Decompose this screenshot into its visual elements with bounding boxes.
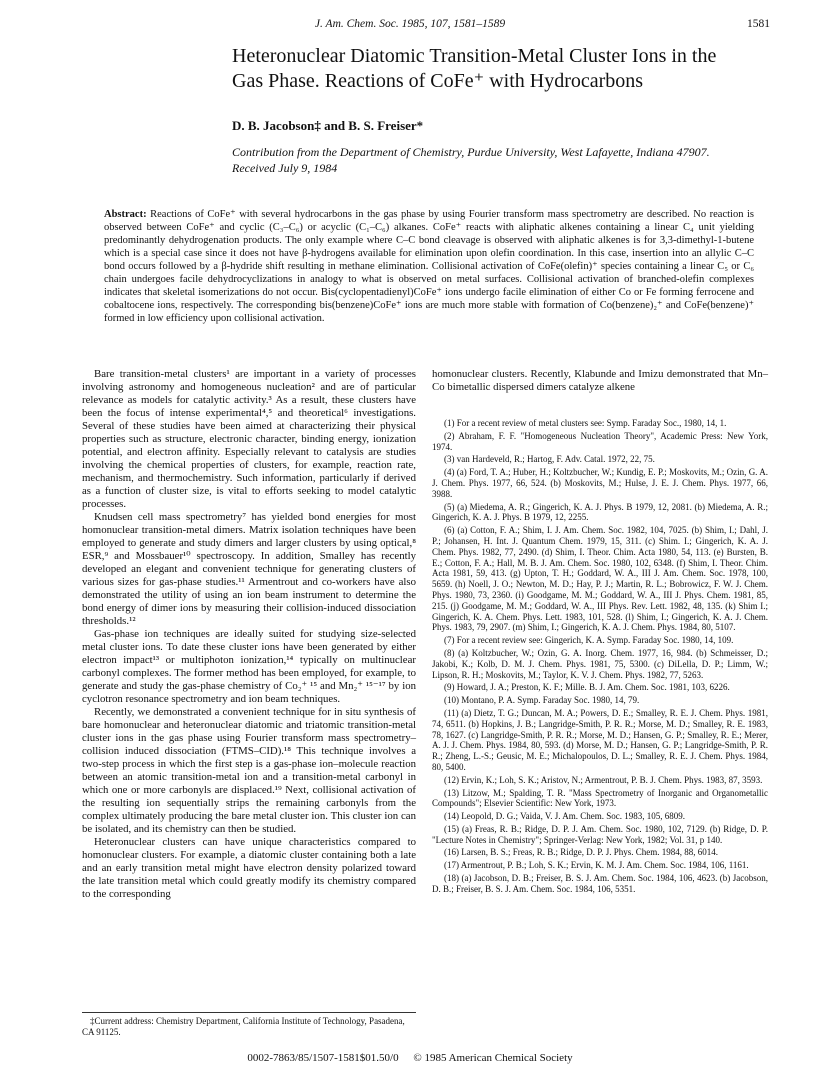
page-number: 1581 [747, 18, 770, 30]
reference-item: (2) Abraham, F. F. "Homogeneous Nucleation Theory", Academic Press: New York, 1974. [432, 430, 768, 452]
reference-list [432, 418, 768, 897]
body-paragraph: Heteronuclear clusters can have unique characteristics compared to homonuclear clusters. For example, a diatomic cluster containing both a late and an early transition metal might have electron density polarized toward the late transition metal which could greatly modify its chemistry compared to the corresponding [82, 836, 416, 900]
abstract-text: Reactions of CoFe⁺ with several hydrocarbons in the gas phase by using Fourier transform mass spectrometry are described. No reaction is observed between CoFe⁺ and cyclic (C₃–C₆) or acyclic (C₁–C₆) alkanes. CoFe⁺ reacts with aliphatic alkenes containing a linear C₄ unit yielding predominantly dehydrogenation products. The only example where C–C bond cleavage is observed with aliphatic alkenes is for 3,3-dimethyl-1-butene which is a special case since it does not have β-hydrogens available for elimination upon olefin coordination. In this case, insertion into an allylic C–C bond occurs followed by a β-hydride shift resulting in methane elimination. Collisional activation of CoFe(olefin)⁺ species containing a linear C₅ or C₆ chain undergoes facile dehydrocyclizations in analogy to what is observed on metal surfaces. Collisional activation of branched-olefin complexes indicates that skeletal isomerizations do not occur. Bis(cyclopentadienyl)CoFe⁺ ions undergo facile elimination of either Co or Fe forming ferrocene and cobaltocene ions, respectively. The corresponding bis(benzene)CoFe⁺ ions are much more stable with formation of Co(benzene)₂⁺ and CoFe(benzene)⁺ formed in low efficiency upon collisional activation. [104, 209, 755, 324]
reference-item: (7) For a recent review see: Gingerich, K. A. Symp. Faraday Soc. 1980, 14, 109. [444, 635, 734, 646]
article-title: Heteronuclear Diatomic Transition-Metal Cluster Ions in the Gas Phase. Reactions of CoFe⁺ with Hydrocarbons [232, 45, 717, 92]
reference-item: (13) Litzow, M.; Spalding, T. R. "Mass Spectrometry of Inorganic and Organometallic Compounds"; Elsevier Scientific: New York, 1973. [432, 787, 768, 809]
reference-item: (3) van Hardeveld, R.; Hartog, F. Adv. Catal. 1972, 22, 75. [444, 454, 655, 465]
abstract [104, 208, 754, 325]
reference-item: (17) Armentrout, P. B.; Loh, S. K.; Ervin, K. M. J. Am. Chem. Soc. 1984, 106, 1161. [444, 860, 749, 871]
page-footer [0, 1052, 820, 1064]
reference-item: (4) (a) Ford, T. A.; Huber, H.; Koltzbucher, W.; Kundig, E. P.; Moskovits, M.; Ozin, G. A. J. Chem. Phys. 1977, 66, 524. (b) Moskovits, M.; Hulse, J. E. J. Chem. Phys. 1977, 66, 3988. [432, 467, 768, 499]
reference-item: (12) Ervin, K.; Loh, S. K.; Aristov, N.; Armentrout, P. B. J. Chem. Phys. 1983, 87, 3593. [444, 774, 763, 785]
reference-item: (5) (a) Miedema, A. R.; Gingerich, K. A. J. Phys. B 1979, 12, 2081. (b) Miedema, A. R.; Gingerich, K. A. J. Phys. B 1979, 12, 2255. [432, 501, 768, 523]
body-paragraph: homonuclear clusters. Recently, Klabunde and Imizu demonstrated that Mn–Co bimetallic dispersed dimers catalyze alkene [432, 368, 768, 393]
reference-item: (11) (a) Dietz, T. G.; Duncan, M. A.; Powers, D. E.; Smalley, R. E. J. Chem. Phys. 1981, 74, 6511. (b) Hopkins, J. B.; Langridge-Smith, P. R. R.; Morse, M. D.; Smalley, R. E. 1983, 78, 1627. (c) Langridge-Smith, P. R. R.; Morse, M. D.; Hansen, G. P.; Smalley, R. E.; Merer, A. J. J. Chem. Phys. 1984, 80, 593. (d) Morse, M. D.; Hansen, G. P.; Langridge-Smith, P. R. R.; Zheng, L.-S.; Geusic, M. E.; Michalopoulos, D. L.; Smalley, R. E. J. Chem. Phys. 1984, 80, 5400. [432, 707, 768, 772]
body-column-left [82, 368, 416, 901]
body-column-right [432, 368, 768, 394]
footnote-text: ‡Current address: Chemistry Department, California Institute of Technology, Pasadena, CA 91125. [82, 1016, 405, 1037]
body-paragraph: Recently, we demonstrated a convenient technique for in situ synthesis of bare homonuclear and heteronuclear diatomic and triatomic transition-metal cluster ions in the gas phase using Fourier transform mass spectrometry–collision induced dissociation (FTMS–CID).¹⁸ This technique involves a two-step process in which the first step is a gas-phase ion–molecule reaction between an atomic transition-metal ion and a transition-metal carbonyl in which one or more carbonyls are displaced.¹⁹ Next, collisional activation of the resulting ion sequentially strips the remaining carbonyls from the complex ultimately producing the bare metal cluster ion. This cluster ion can be isolated, and its chemistry can then be studied. [82, 706, 416, 835]
reference-item: (9) Howard, J. A.; Preston, K. F.; Mille. B. J. Am. Chem. Soc. 1981, 103, 6226. [444, 682, 730, 693]
reference-item: (14) Leopold, D. G.; Vaida, V. J. Am. Chem. Soc. 1983, 105, 6809. [444, 811, 685, 822]
author-footnote [82, 1012, 416, 1038]
reference-item: (1) For a recent review of metal clusters see: Symp. Faraday Soc., 1980, 14, 1. [444, 418, 727, 428]
reference-item: (10) Montano, P. A. Symp. Faraday Soc. 1980, 14, 79. [444, 695, 640, 706]
journal-citation: J. Am. Chem. Soc. 1985, 107, 1581–1589 [314, 18, 506, 30]
reference-item: (6) (a) Cotton, F. A.; Shim, I. J. Am. Chem. Soc. 1982, 104, 7025. (b) Shim, I.; Dahl, J. P.; Johansen, H. Int. J. Quantum Chem. 1979, 15, 311. (c) Shim. I.; Gingerich, K. A. J. Chem. Phys. 1982, 77, 2490. (d) Shim, I. Theor. Chim. Acta 1980, 54, 113. (e) Bursten, B. E.; Cotton, F. A.; Hall, M. B. J. Am. Chem. Soc. 1980, 102, 6348. (f) Shim, I. Theor. Chim. Acta 1981, 59, 413. (g) Upton, T. H.; Goddard, W. A., III J. Am. Chem. Soc. 1978, 100, 5659. (h) Noell, J. O.; Newton, M. D.; Hay, P. J.; Martin, R. L.; Bobrowicz, F. W. J. Chem. Phys. 1980, 73, 2360. (i) Goodgame, M. M.; Goddard, W. A., III J. Phys. Chem. 1981, 85, 215. (j) Goodgame, M. M.; Goddard, W. A., III Phys. Rev. Lett. 1982, 48, 135. (k) Shim I.; Gingerich, K. A. Chem. Phys. Lett. 1983, 101, 528. (l) Shim, I.; Gingerich, K. A. J. Chem. Phys. 1983, 79, 2907. (m) Shim, I.; Gingerich, K. A. J. Chem. Phys. 1984, 80, 5107. [432, 525, 768, 633]
abstract-label: Abstract: [104, 209, 147, 220]
article-code: 0002-7863/85/1507-1581$01.50/0 [247, 1052, 399, 1064]
reference-item: (8) (a) Koltzbucher, W.; Ozin, G. A. Inorg. Chem. 1977, 16, 984. (b) Schmeisser, D.; Jakobi, K.; Kolb, D. M. J. Chem. Phys. 1981, 75, 5300. (c) DiLella, D. P.; Limm, W.; Lipson, R. H.; Moskovits, M.; Taylor, K. V. J. Chem. Phys. 1982, 77, 5263. [432, 647, 768, 680]
copyright: © 1985 American Chemical Society [413, 1052, 573, 1064]
body-paragraph: Bare transition-metal clusters¹ are important in a variety of processes involving astronomy and homogeneous nucleation² and are of particular relevance as models for catalytic activity.³ As a result, these clusters have been the focus of intense experimental⁴,⁵ and theoretical⁶ investigations. Several of these studies have been aimed at characterizing their physical properties such as structure, electronic character, binding energy, ionization potential, and electron affinity. Especially relevant to catalysis are studies involving the chemical properties of clusters, for example, reaction rate, mechanism, and thermochemistry. Such information, particularly if derived as a function of cluster size, is vital to efforts seeking to model catalytic processes. [82, 368, 416, 510]
body-paragraph: Knudsen cell mass spectrometry⁷ has yielded bond energies for most homonuclear transition-metal dimers. Matrix isolation techniques have been employed to generate and study dimers and larger clusters by using optical,⁸ ESR,⁹ and Mossbauer¹⁰ spectroscopy. In addition, Smalley has recently developed an elegant and convenient technique for generating clusters of various sizes for gas-phase studies.¹¹ Armentrout and co-workers have also demonstrated the utility of using an ion beam instrument to determine the bond energy of dimer ions by measuring their collision-induced dissociation thresholds.¹² [82, 511, 416, 627]
reference-item: (18) (a) Jacobson, D. B.; Freiser, B. S. J. Am. Chem. Soc. 1984, 106, 4623. (b) Jacobson, D. B.; Freiser, B. S. J. Am. Chem. Soc. 1984, 106, 5351. [432, 873, 768, 894]
reference-item: (16) Larsen, B. S.; Freas, R. B.; Ridge, D. P. J. Phys. Chem. 1984, 88, 6014. [444, 847, 719, 858]
affiliation: Contribution from the Department of Chemistry, Purdue University, West Lafayette, Indiana 47907. Received July 9, 1984 [232, 145, 710, 175]
reference-item: (15) (a) Freas, R. B.; Ridge, D. P. J. Am. Chem. Soc. 1980, 102, 7129. (b) Ridge, D. P. "Lecture Notes in Chemistry"; Springer-Verlag: New York, 1982; Vol. 31, p 140. [432, 823, 768, 845]
author-list: D. B. Jacobson‡ and B. S. Freiser* [232, 118, 424, 133]
body-paragraph: Gas-phase ion techniques are ideally suited for studying size-selected metal cluster ions. To date these cluster ions have been generated by either electron impact¹³ or multiphoton ionization,¹⁴ typically on multinuclear carbonyl complexes. The former method has been employed, for example, to generate and study the gas-phase chemistry of Co₂⁺ ¹⁵ and Mn₂⁺ ¹⁵⁻¹⁷ by ion cyclotron resonance spectrometry and ion beam techniques. [82, 628, 416, 705]
